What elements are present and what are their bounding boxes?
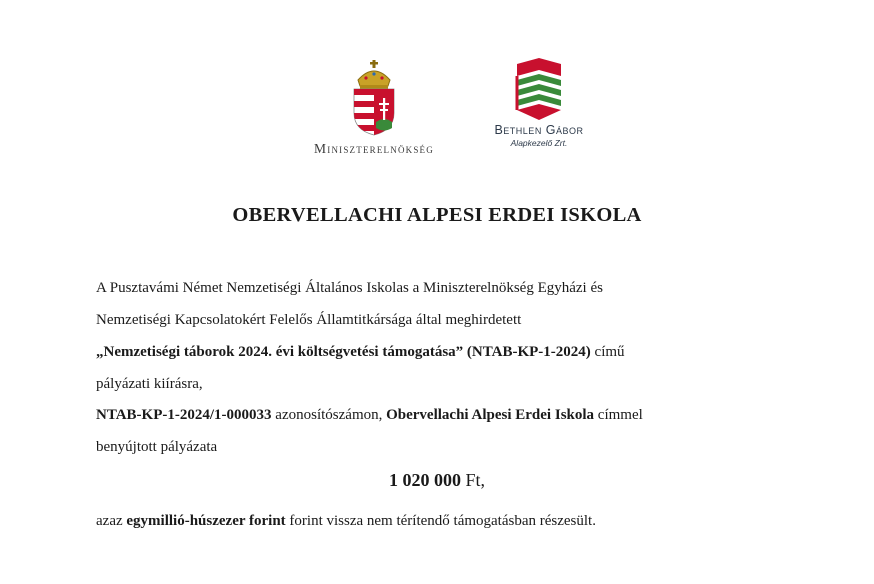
project-name: Obervellachi Alpesi Erdei Iskola <box>386 407 595 423</box>
hungarian-coat-of-arms-icon <box>346 58 402 136</box>
amount-in-words: egymillió-húszezer forint <box>126 513 286 529</box>
header-logos <box>0 0 874 170</box>
amount-words-suffix: forint vissza nem térítendő támogatásban részesült. <box>285 513 596 529</box>
amount-words-prefix: azaz <box>96 513 127 529</box>
grant-amount <box>0 470 874 491</box>
paragraph-line-3 <box>96 342 796 362</box>
document-title: OBERVELLACHI ALPESI ERDEI ISKOLA <box>232 204 642 226</box>
project-name-suffix: címmel <box>594 407 643 423</box>
fund-subtitle: Alapkezelő Zrt. <box>510 138 568 148</box>
paragraph-line-5 <box>96 405 796 425</box>
program-title-suffix: című <box>590 344 625 360</box>
bethlen-gabor-logo <box>484 58 594 162</box>
application-id: NTAB-KP-1-2024/1-000033 <box>96 407 272 423</box>
ministry-logo <box>289 58 459 158</box>
bethlen-gabor-emblem-icon <box>513 58 565 120</box>
grant-amount-currency: Ft, <box>460 470 485 490</box>
paragraph-line-7 <box>96 511 796 531</box>
application-id-suffix: azonosítószámon, <box>271 407 387 423</box>
paragraph-line-6: benyújtott pályázata <box>96 439 218 455</box>
ministry-name: Miniszterelnökség <box>314 141 434 156</box>
paragraph-line-1: A Pusztavámi Német Nemzetiségi Általános Iskolas a Miniszterelnökség Egyházi és <box>96 280 603 296</box>
grant-amount-value: 1 020 000 <box>388 470 461 490</box>
paragraph-line-2: Nemzetiségi Kapcsolatokért Felelős Államtitkársága által meghirdetett <box>96 312 522 328</box>
fund-name: Bethlen Gábor <box>494 123 584 137</box>
paragraph-line-4: pályázati kiírásra, <box>96 376 203 392</box>
program-title: „Nemzetiségi táborok 2024. évi költségvetési támogatása” (NTAB-KP-1-2024) <box>96 344 591 360</box>
